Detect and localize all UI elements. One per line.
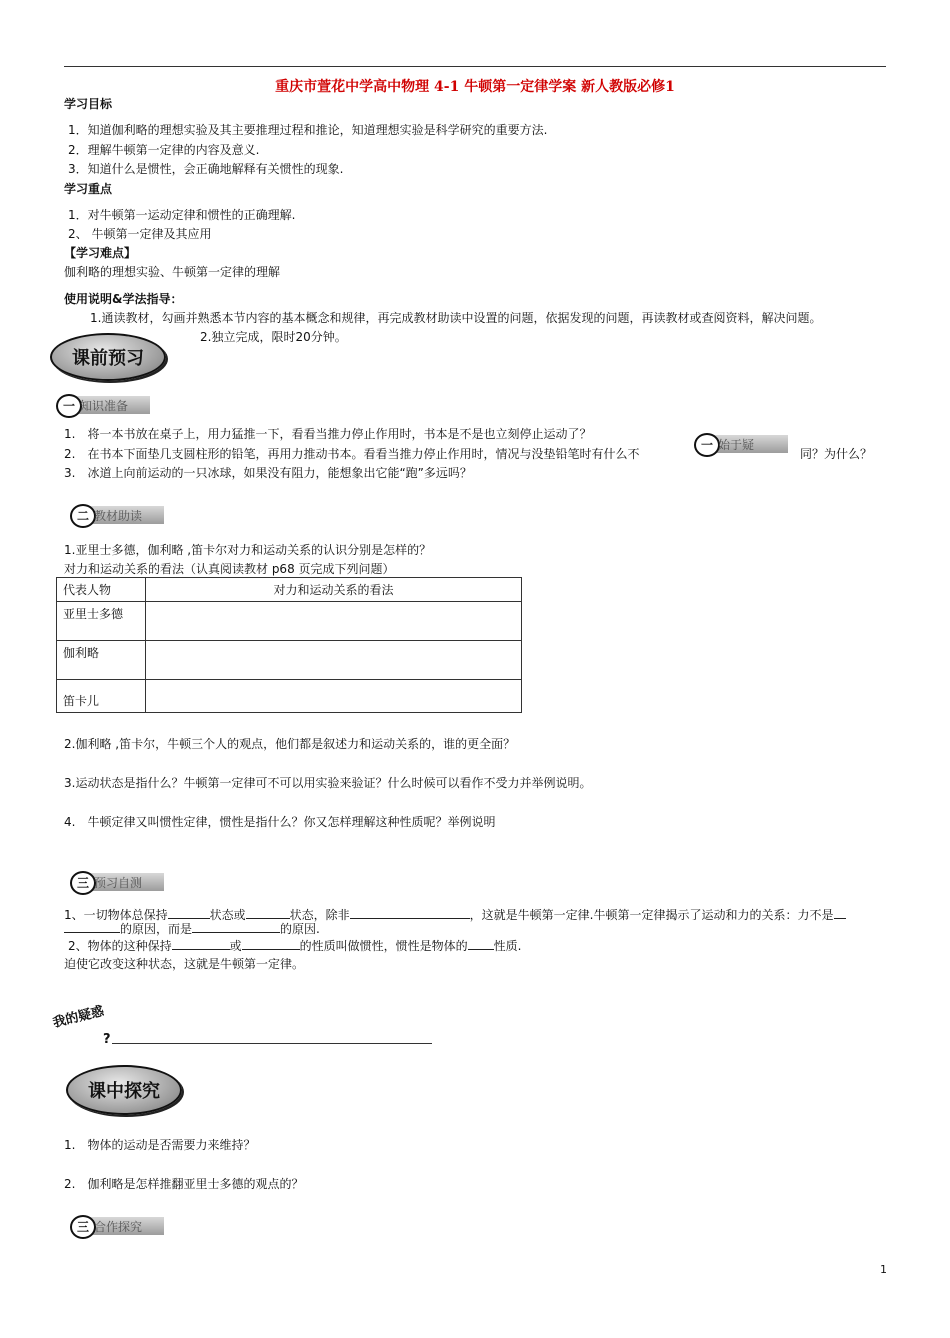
inclass-question: 1. 物体的运动是否需要力来维持？ [64, 1138, 256, 1152]
instructions-heading: 使用说明&学法指导： [64, 292, 183, 306]
instruction-item: 1.通读教材，勾画并熟悉本节内容的基本概念和规律，再完成教材助读中设置的问题，依据发现的问题，再读教材或查阅资料，解决问题。 [90, 311, 822, 325]
selftest-line-2: 的原因，而是 的原因. [64, 920, 320, 937]
table-caption: 对力和运动关系的看法（认真阅读教材 p68 页完成下列问题） [64, 562, 395, 576]
doubt-label: 我的疑惑 [51, 1003, 106, 1032]
preview-question-tail: 同？为什么？ [800, 447, 873, 461]
preview-badge: 课前预习 [50, 333, 166, 381]
table-cell: 笛卡儿 [57, 680, 146, 713]
objective-item: 2．理解牛顿第一定律的内容及意义. [68, 143, 260, 157]
difficulty-heading: 【学习难点】 [64, 246, 137, 260]
selftest-line-4: 迫使它改变这种状态，这就是牛顿第一定律。 [64, 957, 305, 971]
inclass-question: 2. 伽利略是怎样推翻亚里士多德的观点的？ [64, 1177, 304, 1191]
table-cell: 伽利略 [57, 641, 146, 680]
section-tag-reading: 二 教材助读 [70, 504, 166, 524]
doubt-mark: ? [103, 1032, 111, 1047]
section-tag-knowledge: 一 知识准备 [56, 394, 152, 414]
table-cell: 亚里士多德 [57, 602, 146, 641]
preview-question: 3. 冰道上向前运动的一只冰球，如果没有阻力，能想象出它能“跑”多远吗？ [64, 466, 472, 480]
section-tag-doubt: 一 始于疑 [694, 433, 790, 453]
objective-item: 1．知道伽利略的理想实验及其主要推理过程和推论，知道理想实验是科学研究的重要方法. [68, 123, 548, 137]
table-cell-answer[interactable] [146, 680, 522, 713]
table-cell-answer[interactable] [146, 602, 522, 641]
focus-item: 2、 牛顿第一定律及其应用 [68, 227, 212, 241]
preview-question: 1. 将一本书放在桌子上，用力猛推一下，看看当推力停止作用时，书本是不是也立刻停止运动了？ [64, 427, 592, 441]
views-table [56, 577, 522, 713]
table-header: 代表人物 [57, 578, 146, 602]
reading-question: 3.运动状态是指什么？牛顿第一定律可不可以用实验来验证？什么时候可以看作不受力并举例说明。 [64, 776, 592, 790]
inclass-badge: 课中探究 [66, 1065, 182, 1115]
instruction-item: 2.独立完成，限时20分钟。 [200, 330, 347, 344]
focus-item: 1．对牛顿第一运动定律和惯性的正确理解. [68, 208, 296, 222]
selftest-line-1: 1、一切物体总保持 状态或 状态，除非 ，这就是牛顿第一定律.牛顿第一定律揭示了运动和力的关系：力不是 [64, 906, 846, 923]
reading-question: 4. 牛顿定律又叫惯性定律，惯性是指什么？你又怎样理解这种性质呢？举例说明 [64, 815, 496, 829]
difficulty-text: 伽利略的理想实验、牛顿第一定律的理解 [64, 265, 281, 279]
table-cell-answer[interactable] [146, 641, 522, 680]
section-tag-explore: 三 合作探究 [70, 1215, 166, 1235]
reading-question: 2.伽利略 ,笛卡尔，牛顿三个人的观点，他们都是叙述力和运动关系的，谁的更全面？ [64, 737, 516, 751]
page-number: 1 [880, 1263, 887, 1276]
objective-item: 3．知道什么是惯性，会正确地解释有关惯性的现象. [68, 162, 344, 176]
reading-question: 1.亚里士多德，伽利略 ,笛卡尔对力和运动关系的认识分别是怎样的？ [64, 543, 432, 557]
section-tag-selftest: 三 预习自测 [70, 871, 166, 891]
top-rule [64, 66, 886, 67]
focus-heading: 学习重点 [64, 182, 113, 196]
doubt-answer-line[interactable] [112, 1043, 432, 1044]
table-header: 对力和运动关系的看法 [146, 578, 522, 602]
document-title: 重庆市萱花中学高中物理 4-1 牛顿第一定律学案 新人教版必修1 [275, 79, 675, 95]
objectives-heading: 学习目标 [64, 97, 113, 111]
preview-question: 2. 在书本下面垫几支圆柱形的铅笔，再用力推动书本。看看当推力停止作用时，情况与没垫铅笔时有什么不 [64, 447, 640, 461]
selftest-line-3: 2、物体的这种保持 或 的性质叫做惯性，惯性是物体的 性质. [68, 939, 522, 953]
